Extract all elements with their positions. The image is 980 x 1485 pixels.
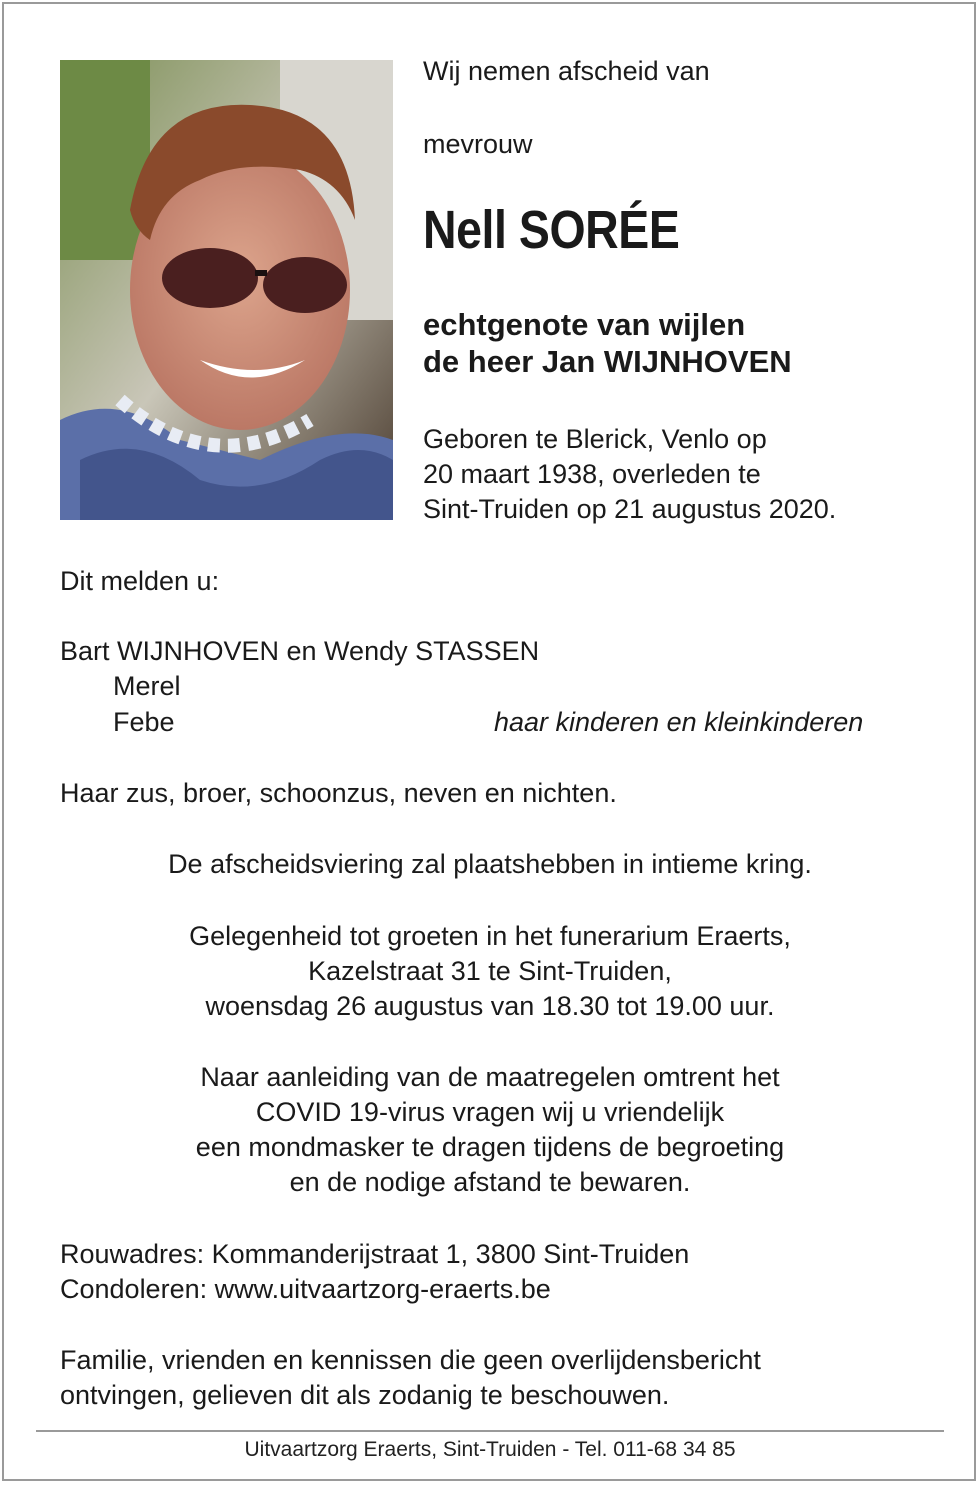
deceased-name: Nell SORÉE (423, 200, 680, 260)
mourning-address: Rouwadres: Kommanderijstraat 1, 3800 Sint-Truiden (60, 1239, 690, 1269)
visitation-line: Gelegenheid tot groeten in het funerarium Eraerts, (189, 921, 791, 951)
spouse-line: de heer Jan WIJNHOVEN (423, 344, 792, 379)
covid-line: een mondmasker te dragen tijdens de begroeting (195, 1132, 785, 1162)
birth-death-line: 20 maart 1938, overleden te (423, 459, 761, 489)
visitation-line: woensdag 26 augustus van 18.30 tot 19.00 uur. (205, 991, 775, 1021)
covid-notice (0, 1060, 980, 1200)
ceremony-note: De afscheidsviering zal plaatshebben in intieme kring. (168, 849, 812, 879)
announcement-intro: Dit melden u: (60, 566, 220, 596)
relatives-line: Haar zus, broer, schoonzus, neven en nichten. (60, 778, 617, 808)
birth-death-line: Sint-Truiden op 21 augustus 2020. (423, 494, 837, 524)
condolence-link[interactable]: Condoleren: www.uitvaartzorg-eraerts.be (60, 1274, 551, 1304)
closing-note (60, 1343, 761, 1413)
visitation-line: Kazelstraat 31 te Sint-Truiden, (308, 956, 672, 986)
intro-line: Wij nemen afscheid van (423, 56, 710, 86)
family-label: haar kinderen en kleinkinderen (494, 707, 864, 737)
footer-divider (36, 1430, 944, 1432)
closing-note-line: Familie, vrienden en kennissen die geen overlijdensbericht (60, 1345, 761, 1375)
portrait-illustration (60, 60, 393, 520)
footer-funeral-home: Uitvaartzorg Eraerts, Sint-Truiden - Tel. 011-68 34 85 (244, 1438, 736, 1461)
spouse-line: echtgenote van wijlen (423, 307, 746, 342)
portrait-photo (60, 60, 393, 520)
family-grandchild: Merel (113, 671, 181, 701)
birth-death-info (423, 422, 836, 527)
spouse-info (423, 306, 792, 380)
visitation-info (0, 919, 980, 1024)
family-parents: Bart WIJNHOVEN en Wendy STASSEN (60, 636, 540, 666)
family-grandchild: Febe (113, 707, 175, 737)
covid-line: COVID 19-virus vragen wij u vriendelijk (255, 1097, 725, 1127)
contact-info (60, 1237, 689, 1307)
covid-line: Naar aanleiding van de maatregelen omtrent het (200, 1062, 780, 1092)
covid-line: en de nodige afstand te bewaren. (289, 1167, 691, 1197)
birth-death-line: Geboren te Blerick, Venlo op (423, 424, 767, 454)
honorific: mevrouw (423, 129, 533, 159)
closing-note-line: ontvingen, gelieven dit als zodanig te beschouwen. (60, 1380, 670, 1410)
